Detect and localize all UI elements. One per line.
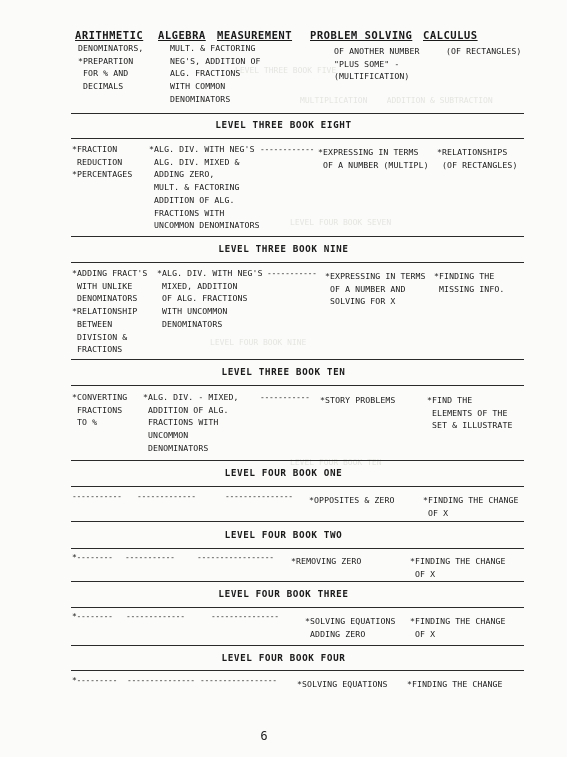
algebra-dash: --------------- (127, 676, 195, 685)
problem-solving-text: *STORY PROBLEMS (320, 395, 396, 405)
problem-solving-text: *SOLVING EQUATIONS ADDING ZERO (305, 616, 396, 639)
measurement-dash: ----------------- (200, 676, 277, 685)
algebra-text: *ALG. DIV. WITH NEG'S ALG. DIV. MIXED & ADDING ZERO, MULT. & FACTORING ADDITION OF ALG. FRACTIONS WITH UNCOMMON DENOMINATORS (149, 144, 260, 231)
section-title: LEVEL FOUR BOOK ONE (224, 468, 343, 479)
divider-rule (71, 521, 524, 522)
arithmetic-text: *FRACTION REDUCTION *PERCENTAGES (72, 144, 133, 180)
divider-rule (71, 262, 524, 263)
divider-rule (71, 670, 524, 671)
measurement-dash: ----------------- (197, 553, 274, 562)
header-algebra: ALGEBRA (158, 30, 206, 42)
calculus-text: *FINDING THE CHANGE OF X (423, 495, 519, 518)
algebra-dash: ------------- (137, 492, 196, 501)
measurement-dash: ----------- (267, 269, 317, 278)
top-algebra-text: MULT. & FACTORING NEG'S, ADDITION OF ALG. FRACTIONS WITH COMMON DENOMINATORS (170, 43, 261, 104)
section-title: LEVEL FOUR BOOK TWO (224, 530, 343, 541)
measurement-dash: ----------- (260, 393, 310, 402)
measurement-dash: ------------ (260, 145, 315, 154)
calculus-text: *RELATIONSHIPS (OF RECTANGLES) (437, 147, 518, 170)
arithmetic-text: *CONVERTING FRACTIONS TO % (72, 392, 128, 428)
algebra-text: *ALG. DIV. WITH NEG'S MIXED, ADDITION OF ALG. FRACTIONS WITH UNCOMMON DENOMINATORS (157, 268, 263, 329)
problem-solving-text: *SOLVING EQUATIONS (297, 679, 388, 689)
header-measurement: MEASUREMENT (217, 30, 293, 42)
arithmetic-dash: *--------- (72, 676, 118, 685)
calculus-text: *FIND THE ELEMENTS OF THE SET & ILLUSTRATE (427, 395, 513, 431)
arithmetic-dash: *-------- (72, 612, 113, 621)
calculus-text: *FINDING THE CHANGE OF X (410, 616, 506, 639)
top-calculus-text: (OF RECTANGLES) (446, 46, 522, 56)
section-title: LEVEL THREE BOOK EIGHT (215, 120, 352, 131)
divider-rule (71, 138, 524, 139)
arithmetic-text: *ADDING FRACT'S WITH UNLIKE DENOMINATORS *RELATIONSHIP BETWEEN DIVISION & FRACTIONS (72, 268, 148, 355)
section-title: LEVEL FOUR BOOK THREE (218, 589, 349, 600)
divider-rule (71, 236, 524, 237)
section-title: LEVEL FOUR BOOK FOUR (221, 653, 346, 664)
section-title: LEVEL THREE BOOK TEN (221, 367, 346, 378)
top-arithmetic-text: DENOMINATORS, *PREPARTION FOR % AND DECIMALS (78, 43, 144, 92)
arithmetic-dash: ----------- (72, 492, 122, 501)
divider-rule (71, 385, 524, 386)
algebra-dash: ------------- (126, 612, 185, 621)
divider-rule (71, 486, 524, 487)
problem-solving-text: *REMOVING ZERO (291, 556, 362, 566)
problem-solving-text: *EXPRESSING IN TERMS OF A NUMBER AND SOLVING FOR X (325, 271, 426, 307)
calculus-text: *FINDING THE MISSING INFO. (434, 271, 505, 294)
section-title: LEVEL THREE BOOK NINE (218, 244, 349, 255)
arithmetic-dash: *-------- (72, 553, 113, 562)
divider-rule (71, 607, 524, 608)
measurement-dash: --------------- (225, 492, 293, 501)
calculus-text: *FINDING THE CHANGE OF X (410, 556, 506, 579)
algebra-dash: ----------- (125, 553, 175, 562)
divider-rule (71, 460, 524, 461)
divider-rule (71, 645, 524, 646)
problem-solving-text: *OPPOSITES & ZERO (309, 495, 395, 505)
header-problem-solving: PROBLEM SOLVING (310, 30, 413, 42)
algebra-text: *ALG. DIV. - MIXED, ADDITION OF ALG. FRACTIONS WITH UNCOMMON DENOMINATORS (143, 392, 239, 453)
problem-solving-text: *EXPRESSING IN TERMS OF A NUMBER (MULTIPL) (318, 147, 429, 170)
header-arithmetic: ARITHMETIC (75, 30, 144, 42)
divider-rule (71, 359, 524, 360)
top-problem-solving-text: OF ANOTHER NUMBER "PLUS SOME" - (MULTIFICATION) (334, 46, 420, 82)
divider-rule (71, 113, 524, 114)
calculus-text: *FINDING THE CHANGE (407, 679, 503, 689)
page-number: 6 (260, 729, 268, 743)
measurement-dash: --------------- (211, 612, 279, 621)
divider-rule (71, 581, 524, 582)
header-calculus: CALCULUS (423, 30, 478, 42)
divider-rule (71, 548, 524, 549)
